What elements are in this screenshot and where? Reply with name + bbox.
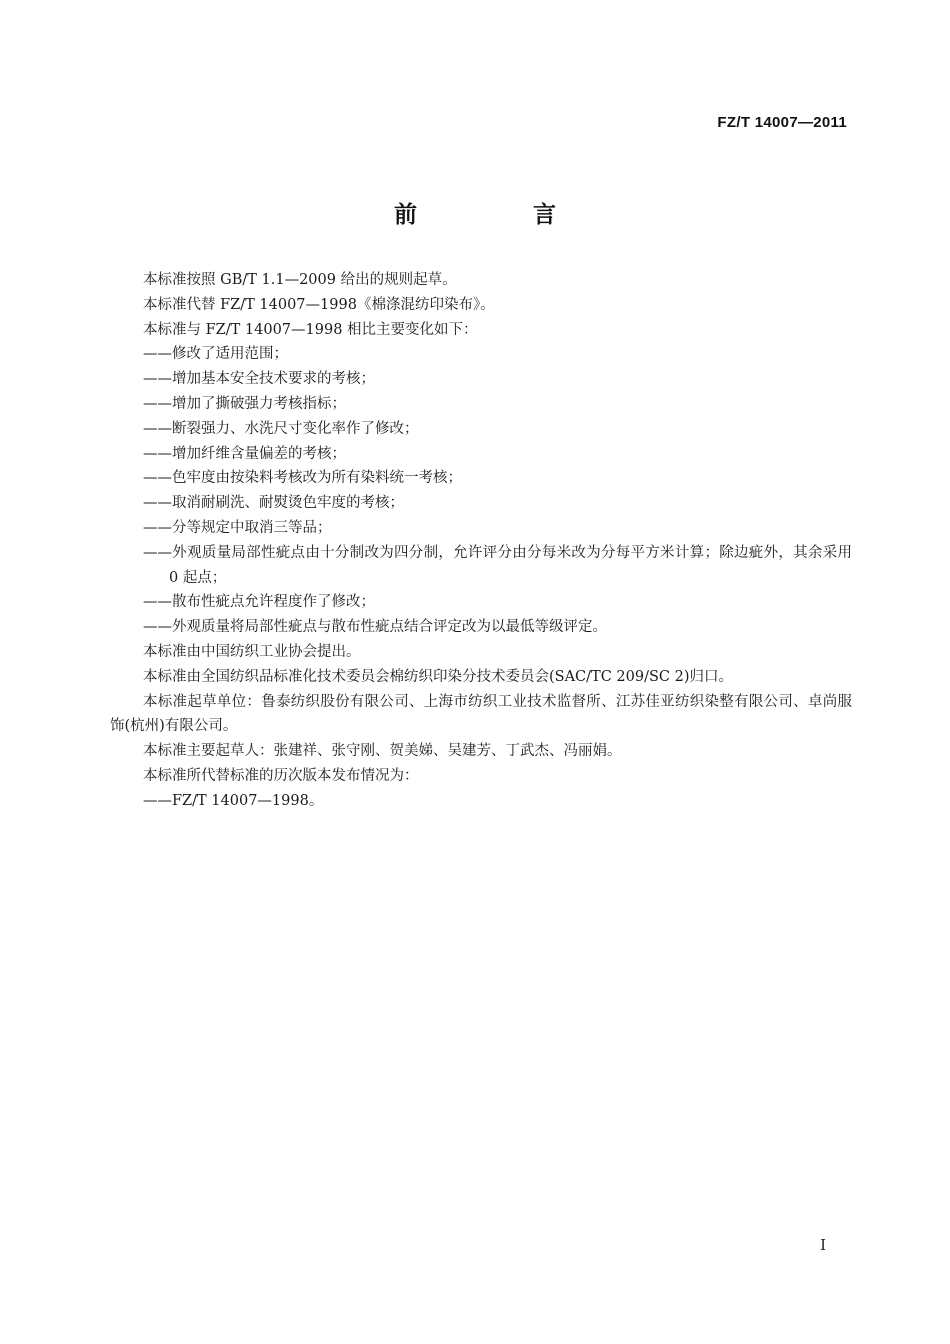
paragraph-replaces: 本标准代替 FZ/T 14007—1998《棉涤混纺印染布》。 bbox=[143, 296, 495, 313]
page-number: I bbox=[820, 1236, 826, 1254]
change-item: ——增加了撕破强力考核指标； bbox=[143, 395, 346, 412]
foreword-body bbox=[110, 268, 852, 814]
change-item: ——外观质量局部性疵点由十分制改为四分制，允许评分由分每米改为分每平方米计算；除边疵外，其余采用 0 起点； bbox=[143, 544, 852, 586]
paragraph-proposer: 本标准由中国纺织工业协会提出。 bbox=[143, 643, 361, 660]
paragraph-history-intro: 本标准所代替标准的历次版本发布情况为： bbox=[143, 767, 419, 784]
change-item: ——分等规定中取消三等品； bbox=[143, 519, 332, 536]
change-item: ——断裂强力、水洗尺寸变化率作了修改； bbox=[143, 420, 419, 437]
change-item: ——增加基本安全技术要求的考核； bbox=[143, 371, 375, 388]
paragraph-drafters: 本标准主要起草人：张建祥、张守刚、贺美娣、吴建芳、丁武杰、冯丽娟。 bbox=[143, 743, 622, 760]
page-title: 前 言 bbox=[393, 202, 610, 228]
change-item: ——修改了适用范围； bbox=[143, 346, 288, 363]
history-item: ——FZ/T 14007—1998。 bbox=[143, 792, 324, 809]
change-item: ——散布性疵点允许程度作了修改； bbox=[143, 594, 375, 611]
change-item: ——外观质量将局部性疵点与散布性疵点结合评定改为以最低等级评定。 bbox=[143, 619, 607, 636]
paragraph-administrator: 本标准由全国纺织品标准化技术委员会棉纺织印染分技术委员会(SAC/TC 209/SC 2)归口。 bbox=[143, 668, 733, 685]
change-item: ——取消耐刷洗、耐熨烫色牢度的考核； bbox=[143, 495, 404, 512]
change-item: ——色牢度由按染料考核改为所有染料统一考核； bbox=[143, 470, 462, 487]
paragraph-drafting-rules: 本标准按照 GB/T 1.1—2009 给出的规则起草。 bbox=[143, 272, 457, 288]
standard-code: FZ/T 14007—2011 bbox=[717, 114, 847, 131]
paragraph-changes-intro: 本标准与 FZ/T 14007—1998 相比主要变化如下： bbox=[143, 321, 478, 338]
change-item: ——增加纤维含量偏差的考核； bbox=[143, 445, 346, 462]
paragraph-drafting-units: 本标准起草单位：鲁泰纺织股份有限公司、上海市纺织工业技术监督所、江苏佳亚纺织染整有限公司、卓尚服饰(杭州)有限公司。 bbox=[110, 693, 852, 735]
